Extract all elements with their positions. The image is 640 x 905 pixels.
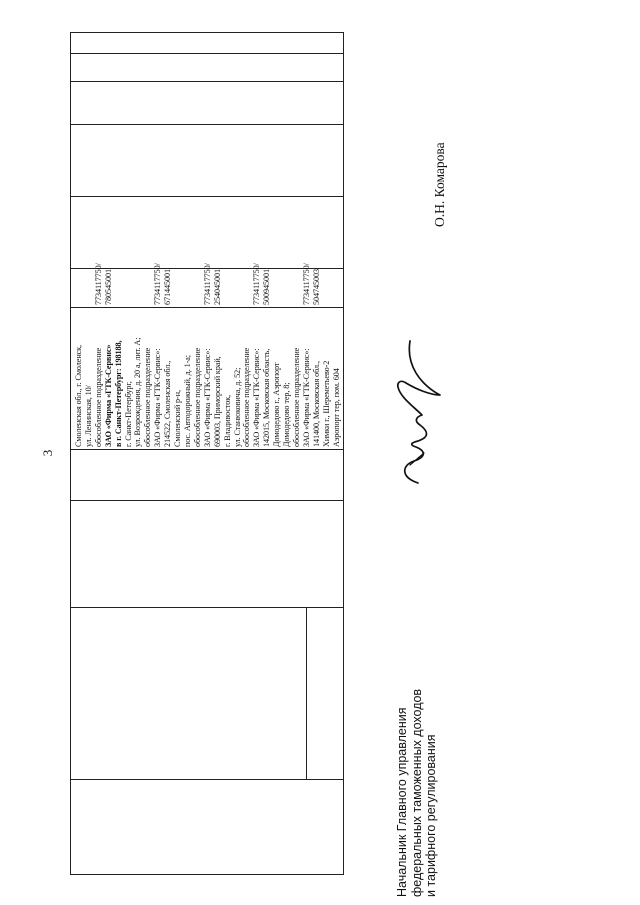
address-line: ЗАО «Фирма «ГТК-Сервис»: <box>252 348 262 447</box>
signatory-position-line: Начальник Главного управления <box>395 707 409 897</box>
address-line: ул. Ленинская, 10/ <box>83 385 93 447</box>
inn-code: 7734117750/ <box>202 263 212 305</box>
address-line: ЗАО «Фирма «ГТК-Сервис»: <box>301 348 311 447</box>
kpp-code: 780545001 <box>103 269 113 305</box>
inn-kpp-entry <box>302 263 322 305</box>
kpp-code: 500945001 <box>262 269 272 305</box>
address-line: 141400, Московская обл., <box>311 361 321 447</box>
address-line: 142015, Московская область, <box>262 348 272 447</box>
table-column-divider <box>71 607 343 608</box>
handwritten-signature <box>380 337 450 487</box>
address-line: ЗАО «Фирма «ГТК-Сервис» <box>103 344 113 447</box>
address-line: Домодедово г., Аэропорт <box>272 362 282 447</box>
inn-code: 7734117750/ <box>93 263 103 305</box>
address-line: Смоленская обл., г. Смоленск, <box>74 345 83 447</box>
kpp-code: 671445001 <box>163 269 173 305</box>
table-row-divider <box>306 608 307 780</box>
signatory-name: О.Н. Комарова <box>432 142 447 227</box>
inn-kpp-entry <box>203 263 223 305</box>
inn-kpp-entry <box>252 263 272 305</box>
address-line: пос. Автодорожный, д. 1-а; <box>182 355 192 447</box>
address-line: ЗАО «Фирма «ГТК-Сервис»: <box>153 348 163 447</box>
address-line: г. Санкт-Петербург, <box>123 381 133 447</box>
table-column-divider <box>71 500 343 501</box>
address-line: Домодедово тер, 8; <box>282 382 292 447</box>
address-line: 214522, Смоленская обл., <box>163 360 173 447</box>
inn-kpp-entry <box>153 263 173 305</box>
table-column-divider <box>71 53 343 54</box>
address-line: 690003, Приморский край, <box>212 356 222 447</box>
page-number: 3 <box>40 449 55 457</box>
inn-kpp-entry <box>94 263 114 305</box>
table-column-divider <box>71 81 343 82</box>
continuation-table <box>70 32 344 875</box>
inn-kpp-cell <box>74 265 334 305</box>
address-line: ул. Станюковича, д. 52; <box>232 367 242 447</box>
address-line: ЗАО «Фирма «ГТК-Сервис»: <box>202 348 212 447</box>
address-line: обособленное подразделение <box>93 347 103 447</box>
address-line: обособленное подразделение <box>192 347 202 447</box>
address-line: обособленное подразделение <box>242 347 252 447</box>
table-column-divider <box>71 124 343 125</box>
signatory-position-line: федеральных таможенных доходов <box>409 688 424 897</box>
address-line: обособленное подразделение <box>291 347 301 447</box>
inn-code: 7734117750/ <box>252 263 262 305</box>
kpp-code: 504745003 <box>311 269 321 305</box>
address-line: обособленное подразделение <box>143 347 153 447</box>
address-line: г. Владивосток, <box>222 394 232 447</box>
address-line: Аэропорт тер, пом. 604 <box>331 368 341 447</box>
address-line: Химки г., Шереметьево-2 <box>321 360 331 447</box>
address-cell <box>74 201 341 447</box>
kpp-code: 254045001 <box>212 269 222 305</box>
address-line: в г. Санкт-Петербург: 198188, <box>113 340 123 447</box>
table-column-divider <box>71 449 343 450</box>
signatory-position <box>395 607 439 897</box>
inn-code: 7734117750/ <box>153 263 163 305</box>
address-line: Смоленский р-н, <box>173 390 183 447</box>
table-column-divider <box>71 779 343 780</box>
address-line: ул. Возрождения, д. 20 а, лит. А; <box>133 337 143 447</box>
inn-code: 7734117750/ <box>301 263 311 305</box>
signatory-position-line: и тарифного регулирования <box>424 734 438 897</box>
table-column-divider <box>71 196 343 197</box>
